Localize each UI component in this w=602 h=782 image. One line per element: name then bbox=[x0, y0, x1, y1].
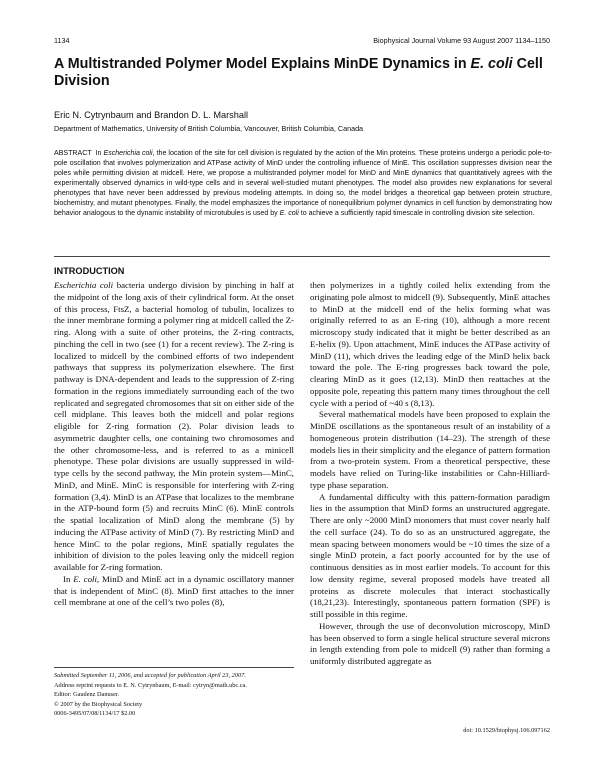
abstract bbox=[54, 149, 552, 219]
abstract-text: to achieve a sufficiently rapid timescale in controlling division site selection. bbox=[298, 210, 535, 218]
paragraph: Several mathematical models have been proposed to explain the MinDE oscillations as the spontaneous result of an instability of a homogeneous protein distribution (14–23). The strength of these models lies in their simplicity and the elegance of pattern formation from a two-protein system. From a theoretical perspective, these models have relied on Turing-like instabilities or Cahn-Hilliard-type phase separation. bbox=[310, 409, 550, 490]
issn-note: 0006-3495/07/08/1134/17 $2.00 bbox=[54, 710, 136, 717]
article-title bbox=[54, 56, 554, 89]
footnotes bbox=[54, 671, 294, 719]
abstract-divider bbox=[54, 256, 550, 257]
footnote-divider bbox=[54, 667, 294, 668]
copyright-note: © 2007 by the Biophysical Society bbox=[54, 700, 143, 708]
abstract-text: , the location of the site for cell division is regulated by the action of the Min proteins. These proteins undergo a periodic pole-to-pole oscillation that involves polymerization and ATPase activity of MinD under the controlling influence of MinE. This oscillation suppresses division near the poles while permitting division at midcell. Here, we propose a multistranded polymer model for MinD and MinE dynamics that quantitatively agrees with the experimentally observed dynamics in wild-type cells and in several well-studied mutant phenotypes. The model also provides new explanations for several phenotypes that have never been addressed by previous modeling attempts. In doing so, the model bridges a theoretical gap between protein structure, biochemistry, and mutant phenotypes. Finally, the model emphasizes the importance of nonequilibrium polymer dynamics in cell function by demonstrating how behavior analogous to the dynamic instability of microtubules is used by bbox=[54, 150, 552, 218]
reprint-address: Address reprint requests to E. N. Cytrynbaum, E-mail: cytryn@math.ubc.ca. bbox=[54, 681, 247, 689]
paragraph: A fundamental difficulty with this pattern-formation paradigm lies in the assumption that MinD forms an unstructured aggregate. There are only ~2000 MinD monomers that must cover nearly half the cell surface (24). To do so as an unstructured aggregate, the mean spacing between monomers would be ~10 times the size of a single MinD protein, a fact poorly accounted for by the use of continuous densities as in most earlier models. To account for this low density regime, several proposed models have treated all proteins as discrete molecules that interact stochastically (18,21,23). Interestingly, spontaneous pattern formation (SPF) is still possible in this regime. bbox=[310, 491, 550, 619]
paragraph-text: In bbox=[63, 573, 74, 584]
paragraph-text: , MinD and MinE act in a dynamic oscillatory manner that is independent of MinC (8). MinD first attaches to the inner cell membrane at one of the cell’s two poles (8), bbox=[54, 573, 294, 608]
species-name: E. coli bbox=[73, 573, 97, 584]
title-text-end: Cell Division bbox=[54, 56, 543, 89]
abstract-label: ABSTRACT bbox=[54, 150, 92, 157]
paragraph bbox=[54, 280, 294, 574]
abstract-text: In bbox=[95, 150, 104, 157]
abstract-species: E. coli bbox=[279, 210, 299, 218]
paragraph-text: bacteria undergo division by pinching in half at the midpoint of the long axis of their cylindrical form. At the onset of this process, FtsZ, a bacterial homolog of tubulin, localizes to the inner membrane forming a polymer ring at midcell called the Z-ring. Along with a suite of other proteins, the Z-ring contracts, pinching the cell in two (see (1) for a recent review). The Z-ring is localized to midcell by the combined efforts of two independent pathways that suppress its polymerization elsewhere. The first pathway is DNA-dependent and leads to the suppression of Z-ring formation in the regions immediately surrounding each of the two replicated and segregated chromosomes that sit on either side of the cell midplane. This leaves both the midcell and polar regions eligible for Z-ring formation (2). Polar division leads to asymmetric daughter cells, one containing two chromosomes and the other chromosome-less, and is referred to as a minicell phenotype. These polar divisions are usually suppressed in wild-type cells by the second pathway, the Min protein system—MinC, MinD, and MinE. MinC is responsible for interfering with Z-ring formation (3,4). MinD is an ATPase that localizes to the membrane in the ATP-bound form (5) and recruits MinC (6). MinE controls the spatial localization of MinD along the membrane (5) by inducing the ATPase activity of MinD (7). By restricting MinD and hence MinC to the polar regions, MinE spatially regulates the inhibition of division to the poles leaving only the midcell region available for Z-ring formation. bbox=[54, 280, 294, 572]
paragraph: then polymerizes in a tightly coiled helix extending from the originating pole almost to midcell (9). Subsequently, MinE attaches to MinD at the midcell end of the helix forming what was originally referred to as an E-ring (10), although a more recent microscopy study indicated that it might be better described as an E-helix (9). Upon attachment, MinE induces the ATPase activity of MinD (11), which drives the leading edge of the MinD helix back toward the pole. The E-ring progresses back toward the pole, clearing MinD as it goes (12,13). MinD then reattaches at the opposite pole, repeating this pattern many times throughout the cell cycle with a period of ~40 s (8,13). bbox=[310, 280, 550, 408]
page-number: 1134 bbox=[54, 36, 70, 45]
running-header bbox=[54, 36, 550, 48]
right-column bbox=[310, 280, 550, 668]
section-heading: INTRODUCTION bbox=[54, 266, 125, 276]
title-species: E. coli bbox=[470, 56, 513, 72]
paragraph bbox=[54, 574, 294, 609]
editor-note: Editor: Gaudenz Danuser. bbox=[54, 691, 120, 698]
affiliation: Department of Mathematics, University of British Columbia, Vancouver, British Columbia, Canada bbox=[54, 124, 364, 133]
abstract-species: Escherichia coli bbox=[103, 150, 153, 157]
submission-note: Submitted September 11, 2006, and accepted for publication April 23, 2007. bbox=[54, 672, 246, 679]
species-name: Escherichia coli bbox=[54, 280, 114, 290]
title-text: A Multistranded Polymer Model Explains MinDE Dynamics in bbox=[54, 56, 471, 72]
doi: doi: 10.1529/biophysj.106.097162 bbox=[463, 727, 550, 734]
left-column bbox=[54, 280, 294, 609]
journal-citation: Biophysical Journal Volume 93 August 2007 1134–1150 bbox=[373, 36, 550, 45]
author-list: Eric N. Cytrynbaum and Brandon D. L. Marshall bbox=[54, 110, 249, 120]
paragraph: However, through the use of deconvolution microscopy, MinD has been observed to form a single helical structure several microns in length extending from pole to midcell (9) rather than forming a uniformly distributed aggregate as bbox=[310, 620, 550, 666]
